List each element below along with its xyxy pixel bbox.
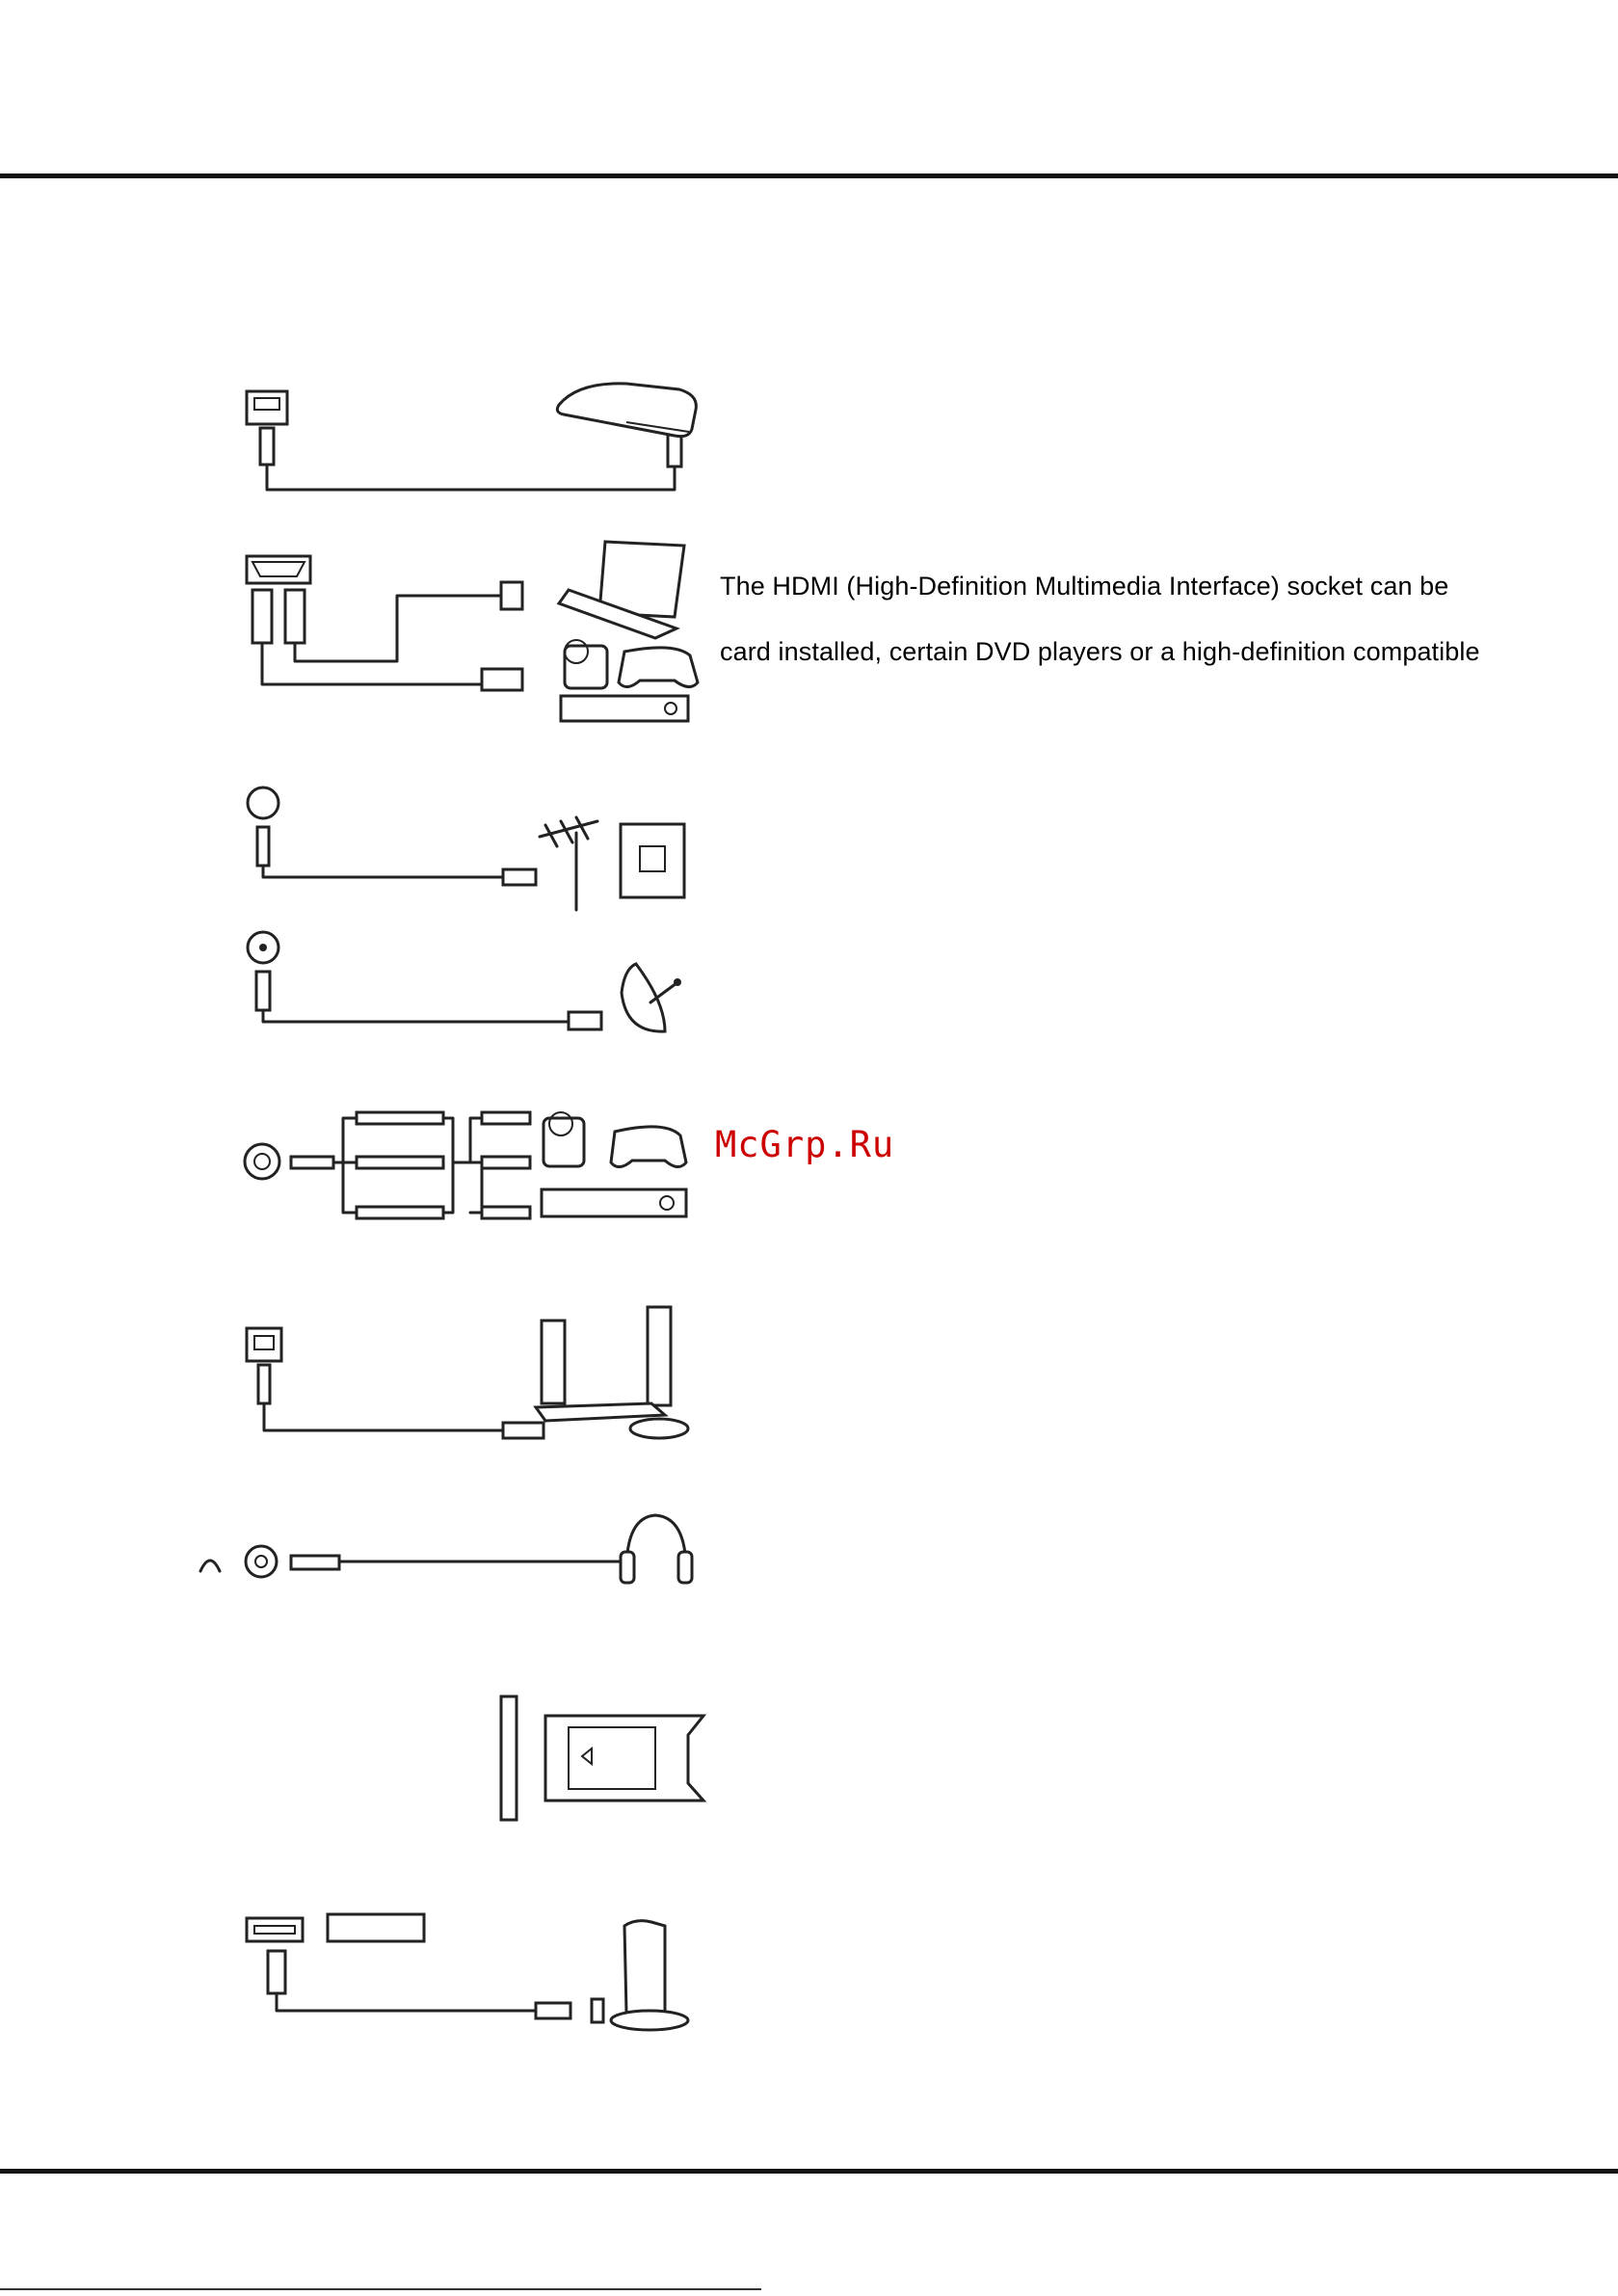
aerial-antenna-icon xyxy=(540,817,597,910)
dvi-plug-icon xyxy=(501,582,522,609)
usb-stick-icon xyxy=(328,1914,424,1941)
lan-port-icon xyxy=(247,391,287,424)
ci-diagram xyxy=(501,1696,703,1820)
usb-plug-end-icon xyxy=(536,2003,570,2018)
headphone-plug-icon xyxy=(291,1556,339,1569)
headphone-socket-icon xyxy=(246,1546,277,1577)
f-plug-end-icon xyxy=(569,1012,601,1029)
av-plug-icon xyxy=(291,1157,333,1168)
usb-plug-icon xyxy=(268,1951,285,1993)
optical-plug-icon xyxy=(258,1365,270,1403)
soundbar-icon xyxy=(536,1403,665,1421)
external-hdd-icon xyxy=(624,1921,665,2013)
hdmi-plug-end-icon xyxy=(482,669,522,690)
router-icon xyxy=(557,384,696,437)
hdmi-diagram xyxy=(247,542,698,721)
lan-diagram xyxy=(247,384,696,490)
dvd-player-icon xyxy=(561,696,688,721)
headphone-symbol-icon xyxy=(200,1561,220,1571)
av-dvd-icon xyxy=(542,1189,686,1216)
rca-yellow-icon xyxy=(357,1207,443,1218)
speaker-left-icon xyxy=(542,1321,565,1403)
av-gamepad-icon xyxy=(611,1127,686,1167)
av-socket-icon xyxy=(245,1144,279,1179)
optical-port-icon xyxy=(247,1328,281,1361)
usb-b-plug-icon xyxy=(592,1999,603,2022)
coax-plug-icon xyxy=(257,827,269,866)
hdmi-description-line-2: card installed, certain DVD players or a high-definition compatible xyxy=(720,637,1480,666)
ci-slot-icon xyxy=(501,1696,517,1820)
f-plug-icon xyxy=(256,972,270,1010)
av-diagram xyxy=(245,1112,686,1218)
rca-white-icon xyxy=(357,1157,443,1168)
coax-plug-end-icon xyxy=(503,869,536,885)
headphone-diagram xyxy=(200,1515,692,1583)
lan-plug-icon xyxy=(260,428,274,465)
antenna-socket-icon xyxy=(248,788,279,818)
speaker-right-icon xyxy=(648,1307,671,1405)
usb-diagram xyxy=(247,1914,688,2030)
rca-red-icon xyxy=(357,1112,443,1124)
hdmi-description-line-1: The HDMI (High-Definition Multimedia Interface) socket can be xyxy=(720,572,1449,601)
dvi-adapter-icon xyxy=(285,590,305,643)
optical-diagram xyxy=(247,1307,688,1438)
optical-plug-end-icon xyxy=(503,1423,544,1438)
hdmi-plug-icon xyxy=(252,590,272,643)
camcorder-icon xyxy=(565,646,607,688)
gamepad-icon xyxy=(619,648,698,687)
wall-socket-icon xyxy=(621,824,684,897)
watermark: McGrp.Ru xyxy=(715,1124,895,1165)
antenna-diagram xyxy=(248,788,684,910)
satellite-diagram xyxy=(248,932,681,1031)
